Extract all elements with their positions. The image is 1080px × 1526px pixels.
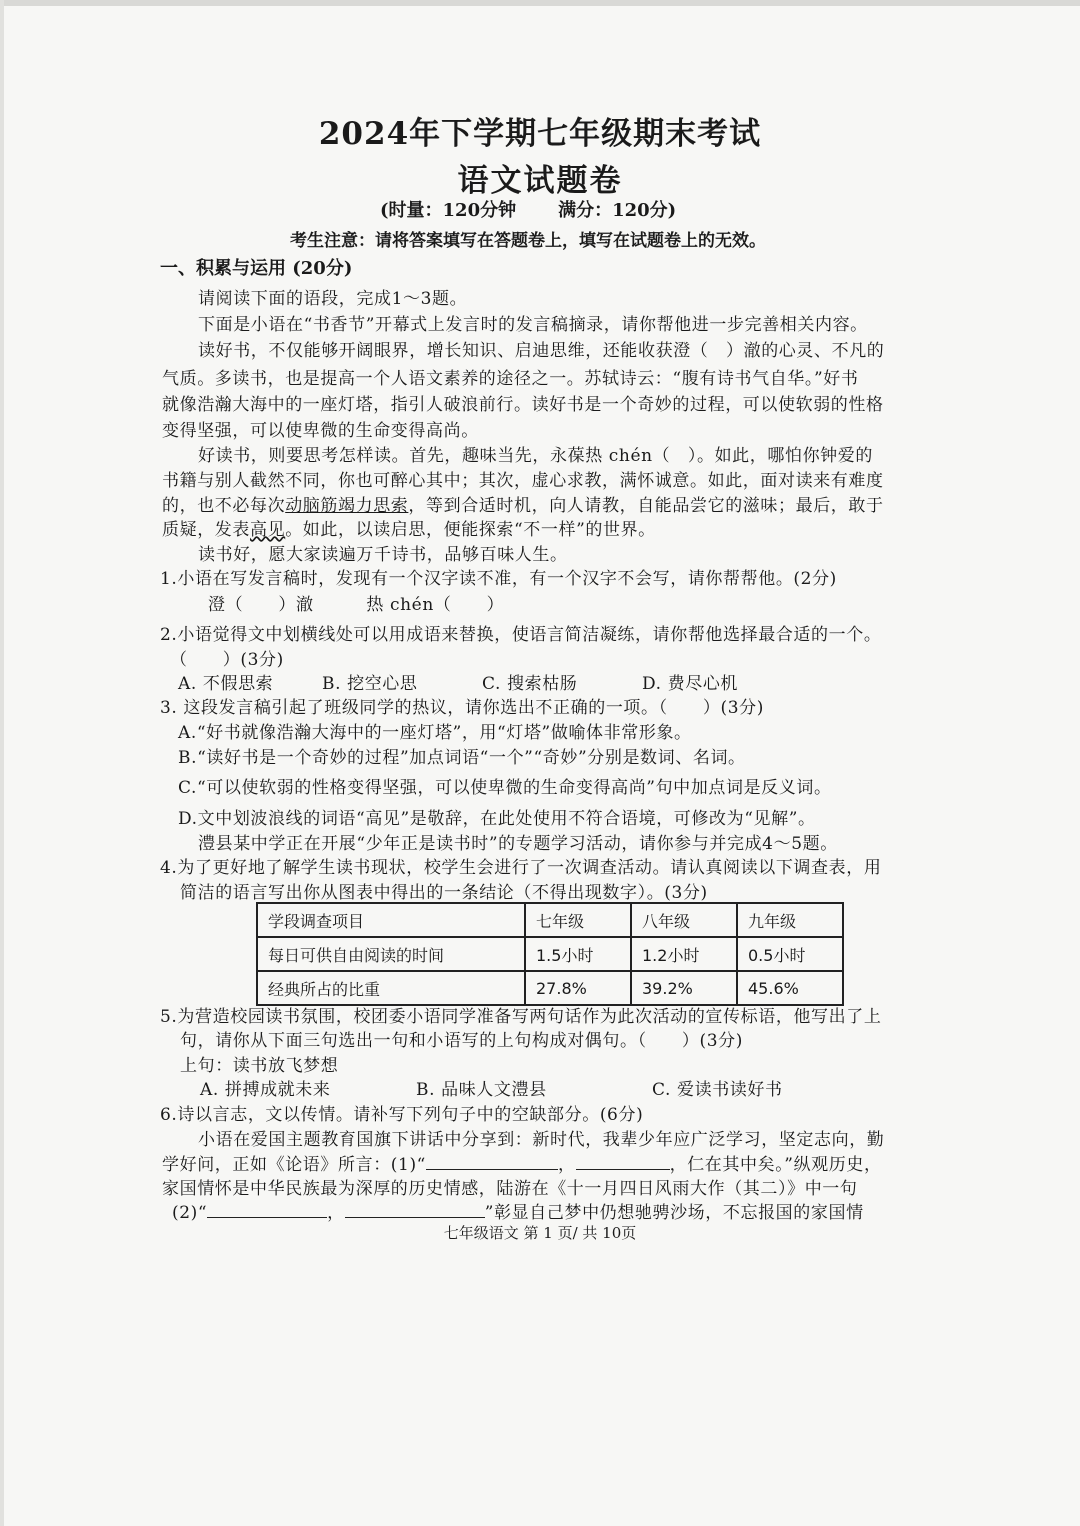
time-limit: (时量：120分钟 xyxy=(380,200,517,221)
table-cell: 27.8% xyxy=(525,971,631,1005)
question-3-option-b: B.“读好书是一个奇妙的过程”加点词语“一个”“奇妙”分别是数词、名词。 xyxy=(178,748,746,768)
wavy-underlined-word: 高见 xyxy=(250,520,286,540)
question-2-option-c: C. 搜索枯肠 xyxy=(482,674,578,694)
question-4-stem: 4.为了更好地了解学生读书现状，校学生会进行了一次调查活动。请认真阅读以下调查表，用 xyxy=(160,858,882,878)
table-cell: 经典所占的比重 xyxy=(257,971,525,1005)
table-header-cell: 八年级 xyxy=(631,903,737,937)
question-6-line: (2)“ ， ”彰显自己梦中仍想驰骋沙场，不忘报国的家国情 xyxy=(172,1198,864,1223)
passage-line: 的，也不必每次动脑筋竭力思索，等到合适时机，向人请教，自能品尝它的滋味；最后，敢于 xyxy=(162,496,884,516)
passage-line: 就像浩瀚大海中的一座灯塔，指引人破浪前行。读好书是一个奇妙的过程，可以使软弱的性格 xyxy=(162,395,884,415)
question-2-option-a: A. 不假思索 xyxy=(178,674,274,694)
table-cell: 45.6% xyxy=(737,971,843,1005)
candidate-notice: 考生注意：请将答案填写在答题卷上，填写在试题卷上的无效。 xyxy=(290,231,766,251)
passage-line: 变得坚强，可以使卑微的生命变得高尚。 xyxy=(162,421,479,441)
table-header-cell: 九年级 xyxy=(737,903,843,937)
underlined-phrase: 动脑筋竭力思索 xyxy=(285,496,409,516)
question-5-upper-line: 上句：读书放飞梦想 xyxy=(180,1056,339,1076)
table-cell: 39.2% xyxy=(631,971,737,1005)
activity-intro: 澧县某中学正在开展“少年正是读书时”的专题学习活动，请你参与并完成4～5题。 xyxy=(198,834,838,854)
table-header-row xyxy=(257,903,843,937)
passage-intro: 请阅读下面的语段，完成1～3题。 xyxy=(198,289,468,309)
table-header-cell: 七年级 xyxy=(525,903,631,937)
table-row xyxy=(257,937,843,971)
table-cell: 1.5小时 xyxy=(525,937,631,971)
question-2-option-d: D. 费尽心机 xyxy=(642,674,739,694)
question-1-stem: 1.小语在写发言稿时，发现有一个汉字读不准，有一个汉字不会写，请你帮帮他。(2分) xyxy=(160,569,837,589)
question-2-paren: （ ）(3分) xyxy=(170,650,284,670)
table-cell: 1.2小时 xyxy=(631,937,737,971)
passage-line: 好读书，则要思考怎样读。首先，趣味当先，永葆热 chén（ ）。如此，哪怕你钟爱的 xyxy=(198,446,873,466)
question-3-option-a: A.“好书就像浩瀚大海中的一座灯塔”，用“灯塔”做喻体非常形象。 xyxy=(178,723,692,743)
question-5-option-b: B. 品味人文澧县 xyxy=(416,1080,547,1100)
passage-context: 下面是小语在“书香节”开幕式上发言时的发言稿摘录，请你帮他进一步完善相关内容。 xyxy=(198,315,868,335)
passage-line: 质疑，发表高见。如此，以读启思，便能探索“不一样”的世界。 xyxy=(162,520,656,540)
fill-blank[interactable] xyxy=(426,1152,558,1170)
question-1-answer-area: 澄（ ）澈 热 chén（ ） xyxy=(208,595,505,615)
fill-blank[interactable] xyxy=(576,1152,670,1170)
table-cell: 0.5小时 xyxy=(737,937,843,971)
table-header-cell: 学段调查项目 xyxy=(257,903,525,937)
question-2-stem: 2.小语觉得文中划横线处可以用成语来替换，使语言简洁凝练，请你帮他选择最合适的一个。 xyxy=(160,625,882,645)
question-5-stem: 5.为营造校园读书氛围，校团委小语同学准备写两句话作为此次活动的宣传标语，他写出了上 xyxy=(160,1007,882,1027)
section-heading: 一、积累与运用 (20分) xyxy=(160,258,353,279)
question-6-line: 学好问，正如《论语》所言：(1)“ ， ，仁在其中矣。”纵观历史， xyxy=(162,1150,882,1175)
survey-table xyxy=(256,902,844,1006)
question-6-line: 小语在爱国主题教育国旗下讲话中分享到：新时代，我辈少年应广泛学习，坚定志向，勤 xyxy=(198,1130,885,1150)
fill-blank[interactable] xyxy=(207,1200,327,1218)
scan-edge-left xyxy=(0,0,4,1526)
exam-meta xyxy=(380,196,718,222)
question-5-option-c: C. 爱读书读好书 xyxy=(652,1080,783,1100)
question-3-option-c: C.“可以使软弱的性格变得坚强，可以使卑微的生命变得高尚”句中加点词是反义词。 xyxy=(178,778,832,798)
full-score: 满分：120分) xyxy=(558,200,677,221)
question-4-stem: 简洁的语言写出你从图表中得出的一条结论（不得出现数字）。(3分) xyxy=(180,883,708,903)
question-2-option-b: B. 挖空心思 xyxy=(322,674,418,694)
question-5-stem: 句，请你从下面三句选出一句和小语写的上句构成对偶句。（ ）(3分) xyxy=(180,1031,743,1051)
passage-line: 读书好，愿大家读遍万千诗书，品够百味人生。 xyxy=(198,545,568,565)
passage-line: 气质。多读书，也是提高一个人语文素养的途径之一。苏轼诗云：“腹有诗书气自华。”好书 xyxy=(162,369,859,389)
passage-line: 书籍与别人截然不同，你也可醉心其中；其次，虚心求教，满怀诚意。如此，面对读来有难度 xyxy=(162,471,884,491)
exam-subtitle: 语文试题卷 xyxy=(457,163,623,199)
passage-line: 读好书，不仅能够开阔眼界，增长知识、启迪思维，还能收获澄（ ）澈的心灵、不凡的 xyxy=(198,341,885,361)
table-cell: 每日可供自由阅读的时间 xyxy=(257,937,525,971)
fill-blank[interactable] xyxy=(345,1200,485,1218)
exam-title: 2024年下学期七年级期末考试 xyxy=(318,116,762,152)
question-5-option-a: A. 拼搏成就未来 xyxy=(200,1080,331,1100)
question-6-stem: 6.诗以言志，文以传情。请补写下列句子中的空缺部分。(6分) xyxy=(160,1105,644,1125)
question-3-option-d: D.文中划波浪线的词语“高见”是敬辞，在此处使用不符合语境，可修改为“见解”。 xyxy=(178,809,816,829)
page-footer: 七年级语文 第 1 页/ 共 10页 xyxy=(443,1224,637,1242)
question-6-line: 家国情怀是中华民族最为深厚的历史情感，陆游在《十一月四日风雨大作（其二）》中一句 xyxy=(162,1179,858,1199)
question-3-stem: 3. 这段发言稿引起了班级同学的热议，请你选出不正确的一项。（ ）(3分) xyxy=(160,698,765,718)
table-row xyxy=(257,971,843,1005)
scan-edge-top xyxy=(0,0,1080,6)
